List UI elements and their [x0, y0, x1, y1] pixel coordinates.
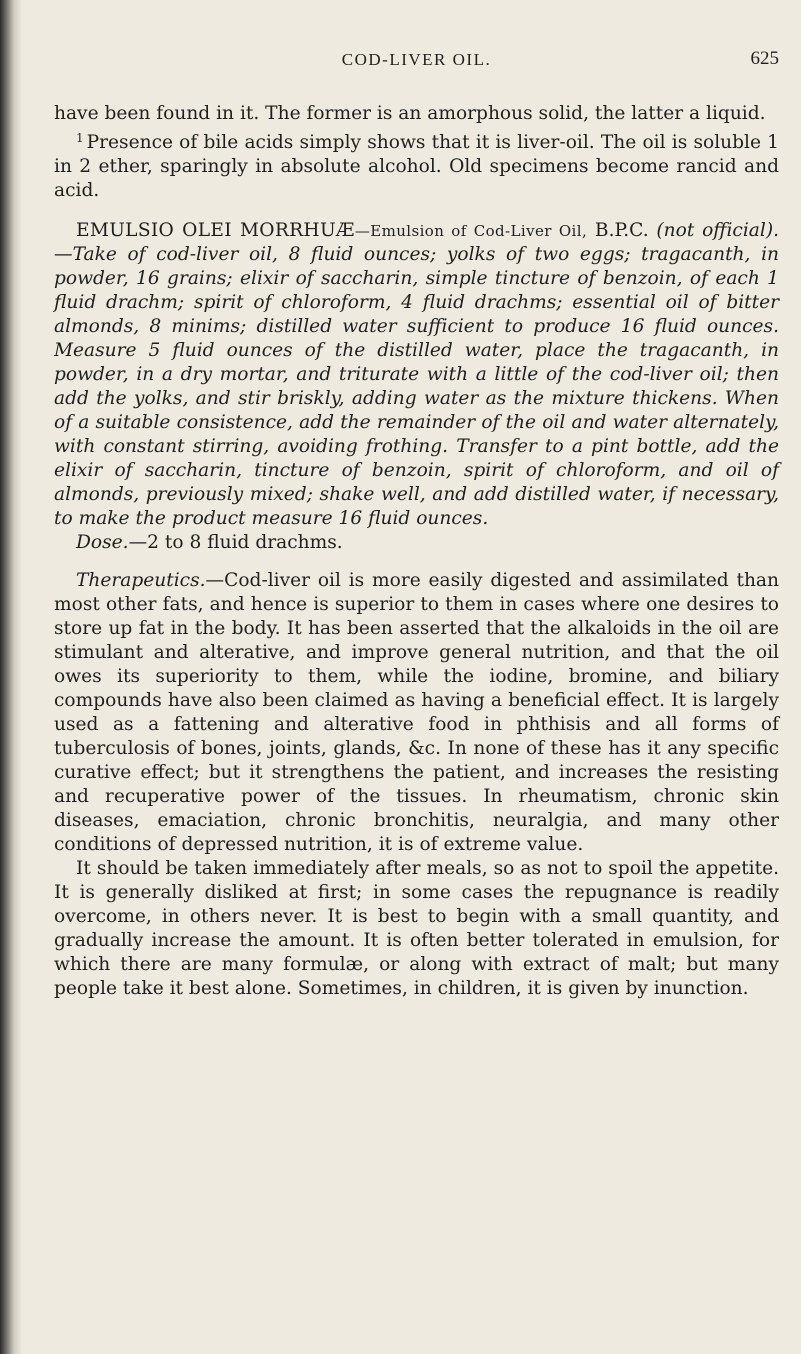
therapeutics-label: Therapeutics.	[76, 570, 206, 591]
emulsion-official-note: (not official).	[656, 220, 779, 241]
page-header	[54, 40, 779, 72]
dose-value: —2 to 8 fluid drachms.	[128, 532, 343, 553]
emulsion-bpc: B.P.C.	[594, 220, 649, 241]
page-number: 625	[750, 48, 779, 69]
emulsion-paragraph	[54, 219, 779, 531]
final-paragraph: It should be taken immediately after meals, so as not to spoil the appetite. It is generally disliked at first; in some cases the repugnance is readily overcome, in others never. It is best to begin with a small quantity, and gradually increase the amount. It is often better tolerated in emulsion, for which there are many formulæ, or along with extract of malt; but many people take it best alone. Sometimes, in children, it is given by inunction.	[54, 858, 779, 999]
emulsion-subtitle: —Emulsion of Cod-Liver Oil,	[354, 222, 588, 240]
running-head: COD-LIVER OIL.	[341, 50, 492, 69]
dose-paragraph	[54, 531, 779, 555]
dose-label: Dose.	[76, 532, 129, 553]
page-body	[54, 102, 779, 1001]
emulsion-recipe: —Take of cod-liver oil, 8 fluid ounces; yolks of two eggs; tragacanth, in powder, 16 grains; elixir of saccharin, simple tincture of benzoin, of each 1 fluid drachm; spirit of chloroform, 4 fluid drachms; essential oil of bitter almonds, 8 minims; distilled water sufficient to produce 16 fluid ounces. Measure 5 fluid ounces of the distilled water, place the tragacanth, in powder, in a dry mortar, and triturate with a little of the cod-liver oil; then add the yolks, and stir briskly, adding water as the mixture thickens. When of a suitable consistence, add the remainder of the oil and water alternately, with constant stirring, avoiding frothing. Transfer to a pint bottle, add the elixir of saccharin, tincture of benzoin, spirit of chloroform, and oil of almonds, previously mixed; shake well, and add distilled water, if necessary, to make the product measure 16 fluid ounces.	[54, 244, 779, 529]
emulsion-title: EMULSIO OLEI MORRHUÆ	[76, 220, 355, 241]
book-page	[54, 40, 779, 1001]
footnote-paragraph	[54, 126, 779, 203]
therapeutics-text: —Cod-liver oil is more easily digested and assimilated than most other fats, and hence is superior to them in cases where one desires to store up fat in the body. It has been asserted that the alkaloids in the oil are stimulant and alterative, and improve general nutrition, and that the oil owes its superiority to them, while the iodine, bromine, and biliary compounds have also been claimed as having a beneficial effect. It is largely used as a fattening and alterative food in phthisis and all forms of tuberculosis of bones, joints, glands, &c. In none of these has it any specific curative effect; but it strengthens the patient, and increases the resisting and recuperative power of the tissues. In rheumatism, chronic skin diseases, emaciation, chronic bronchitis, neuralgia, and many other conditions of depressed nutrition, it is of extreme value.	[54, 570, 779, 855]
footnote-text: Presence of bile acids simply shows that it is liver-oil. The oil is soluble 1 in 2 ether, sparingly in absolute alcohol. Old specimens become rancid and acid.	[54, 132, 779, 201]
binding-shadow	[0, 0, 22, 1354]
continuation-paragraph: have been found in it. The former is an amorphous solid, the latter a liquid.	[54, 103, 766, 124]
therapeutics-paragraph	[54, 569, 779, 857]
footnote-marker: 1	[76, 131, 84, 145]
